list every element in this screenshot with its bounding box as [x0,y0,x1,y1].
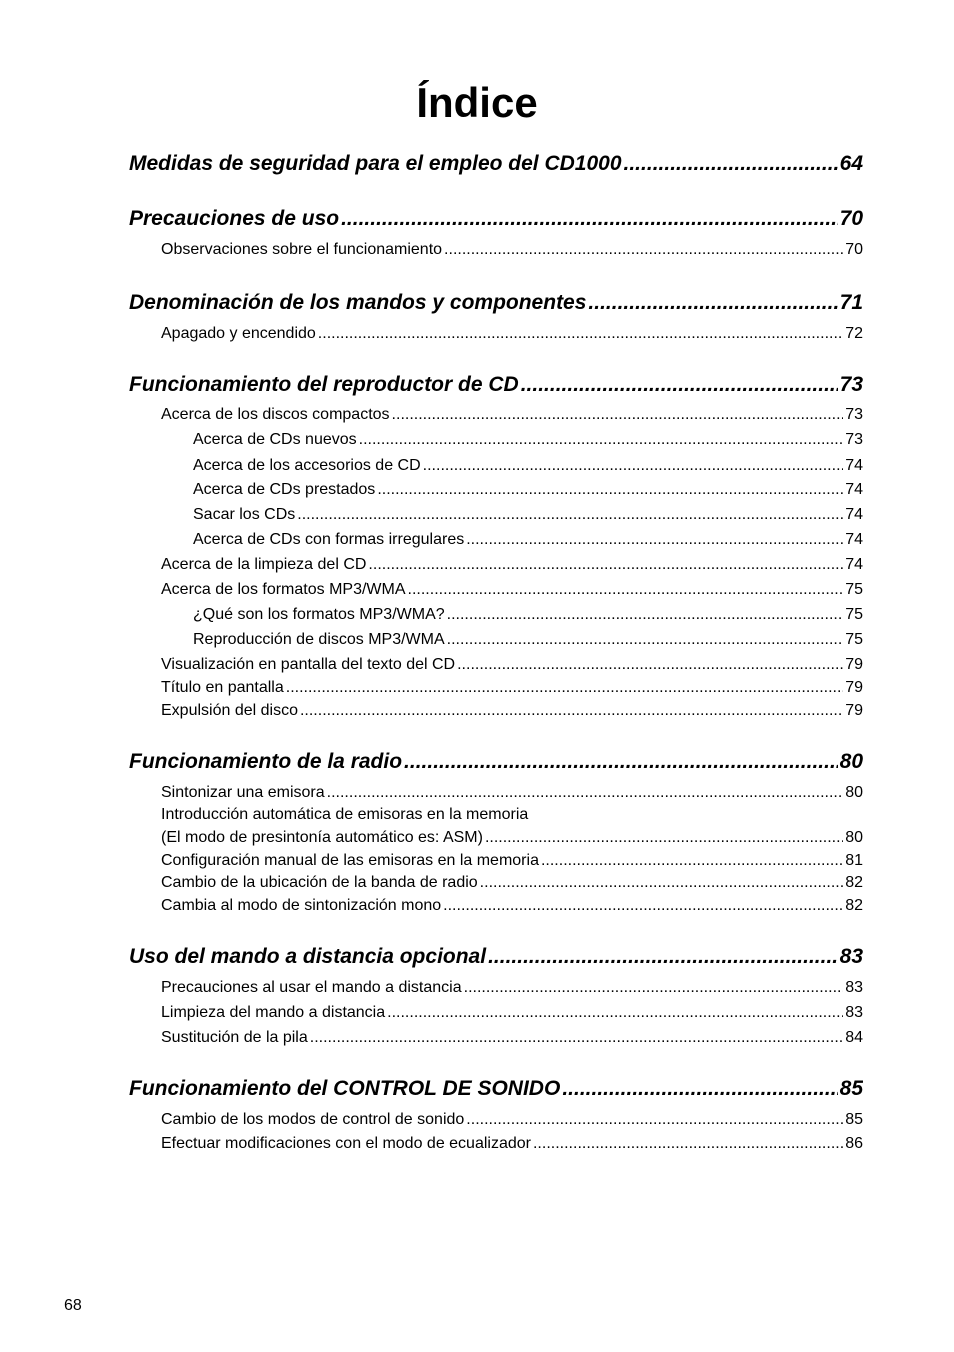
toc-dot-leader [447,605,844,625]
toc-subsection-entry[interactable] [161,1134,863,1154]
toc-entry-title: ¿Qué son los formatos MP3/WMA? [193,606,445,623]
toc-subsubsection-entry[interactable] [193,430,863,450]
page-title: Índice [416,79,538,126]
toc-dot-leader [464,978,844,998]
toc-subsection-entry[interactable] [161,324,863,344]
toc-subsection-entry[interactable] [161,896,863,916]
toc-entry-title: Cambia al modo de sintonización mono [161,897,442,914]
toc-section-entry[interactable] [129,944,863,970]
toc-entry-title: Denominación de los mandos y componentes [129,291,587,314]
toc-dot-leader [521,372,838,398]
toc-entry-page: 84 [845,1029,863,1046]
toc-entry-title: Sustitución de la pila [161,1029,308,1046]
toc-subsection-entry[interactable] [161,580,863,600]
toc-entry-page: 82 [845,897,863,914]
toc-subsection-entry[interactable] [161,405,863,425]
toc-entry-page: 83 [845,1004,863,1021]
toc-entry-title: Cambio de los modos de control de sonido [161,1111,465,1128]
toc-subsubsection-entry[interactable] [193,505,863,525]
toc-dot-leader [286,678,843,698]
toc-entry-page: 74 [845,506,863,523]
toc-dot-leader [377,480,843,500]
toc-entry-title: Precauciones de uso [129,207,340,230]
toc-entry-page: 85 [845,1111,863,1128]
toc-dot-leader [408,580,844,600]
toc-entry-title: Expulsión del disco [161,702,298,719]
toc-entry-page: 75 [845,581,863,598]
toc-subsubsection-entry[interactable] [193,605,863,625]
toc-entry-title: Efectuar modificaciones con el modo de ecualizador [161,1135,531,1152]
toc-dot-leader [485,828,843,848]
toc-entry-page: 74 [845,556,863,573]
toc-entry-title: Funcionamiento del reproductor de CD [129,373,519,396]
toc-dot-leader [300,701,843,721]
toc-entry-page: 80 [845,784,863,801]
toc-entry-page: 72 [845,325,863,342]
toc-entry-title: Funcionamiento de la radio [129,750,403,773]
toc-entry-page: 79 [845,679,863,696]
toc-dot-leader [541,851,843,871]
toc-entry-page: 70 [845,241,863,258]
toc-entry-title: Cambio de la ubicación de la banda de radio [161,874,478,891]
toc-entry-title: Medidas de seguridad para el empleo del CD1000 [129,152,622,175]
toc-entry-page: 83 [839,945,863,968]
toc-entry-title: Uso del mando a distancia opcional [129,945,487,968]
toc-entry-page: 80 [839,750,863,773]
toc-entry-title: Limpieza del mando a distancia [161,1004,386,1021]
toc-subsection-entry[interactable] [161,555,863,575]
toc-dot-leader [624,151,838,177]
toc-dot-leader [447,630,844,650]
toc-dot-leader [392,405,844,425]
toc-entry-page: 73 [839,373,863,396]
toc-entry-page: 74 [845,531,863,548]
toc-subsection-entry[interactable] [161,1003,863,1023]
toc-entry-title: Introducción automática de emisoras en la memoria [161,806,529,823]
toc-dot-leader [480,873,844,893]
toc-entry-title: Visualización en pantalla del texto del CD [161,656,456,673]
toc-subsection-entry[interactable] [161,783,863,803]
toc-subsection-entry[interactable] [161,851,863,871]
toc-entry-title: Configuración manual de las emisoras en la memoria [161,852,539,869]
toc-entry-title: Observaciones sobre el funcionamiento [161,241,443,258]
toc-entry-page: 82 [845,874,863,891]
toc-dot-leader [368,555,843,575]
toc-dot-leader [588,290,837,316]
toc-subsection-entry[interactable] [161,1110,863,1130]
toc-subsubsection-entry[interactable] [193,630,863,650]
toc-entry-title: Acerca de la limpieza del CD [161,556,367,573]
toc-dot-leader [562,1076,837,1102]
toc-dot-leader [444,240,843,260]
toc-dot-leader [423,456,844,476]
toc-entry-page: 70 [839,207,863,230]
toc-dot-leader [359,430,844,450]
toc-dot-leader [310,1028,843,1048]
toc-subsection-entry[interactable] [161,655,863,675]
toc-subsection-entry[interactable] [161,701,863,721]
toc-entry-title: Acerca de CDs nuevos [193,431,357,448]
toc-entry-page: 79 [845,702,863,719]
toc-section-entry[interactable] [129,1076,863,1102]
toc-entry-title: Precauciones al usar el mando a distancia [161,979,462,996]
toc-entry-title: Reproducción de discos MP3/WMA [193,631,445,648]
toc-entry-title: Acerca de los accesorios de CD [193,457,421,474]
toc-dot-leader [387,1003,843,1023]
toc-entry-page: 75 [845,606,863,623]
toc-entry-title: Funcionamiento del CONTROL DE SONIDO [129,1077,561,1100]
toc-entry-page: 79 [845,656,863,673]
toc-dot-leader [457,655,843,675]
toc-dot-leader [466,530,843,550]
toc-subsection-entry[interactable] [161,678,863,698]
toc-dot-leader [443,896,843,916]
toc-entry-page: 71 [839,291,863,314]
toc-entry-title: (El modo de presintonía automático es: ASM) [161,829,483,846]
page-number: 68 [64,1297,82,1314]
toc-subsubsection-entry[interactable] [193,530,863,550]
toc-subsection-entry[interactable] [161,978,863,998]
toc-entry-page: 74 [845,457,863,474]
toc-entry-page: 86 [845,1135,863,1152]
toc-section-entry[interactable] [129,749,863,775]
toc-entry-page: 74 [845,481,863,498]
toc-dot-leader [533,1134,843,1154]
toc-entry-title: Sacar los CDs [193,506,296,523]
toc-dot-leader [404,749,838,775]
toc-subsection-entry-line2[interactable] [161,828,863,848]
toc-entry-page: 80 [845,829,863,846]
toc-subsection-entry[interactable] [161,240,863,260]
toc-entry-title: Sintonizar una emisora [161,784,325,801]
toc-subsection-entry-line1[interactable] [161,805,863,825]
toc-entry-title: Acerca de los formatos MP3/WMA [161,581,406,598]
toc-entry-title: Acerca de CDs prestados [193,481,376,498]
toc-dot-leader [318,324,843,344]
toc-section-entry[interactable] [129,206,863,232]
toc-entry-page: 83 [845,979,863,996]
toc-entry-page: 85 [839,1077,863,1100]
toc-entry-title: Acerca de CDs con formas irregulares [193,531,465,548]
toc-entry-page: 73 [845,431,863,448]
toc-dot-leader [341,206,838,232]
toc-subsubsection-entry[interactable] [193,480,863,500]
toc-section-entry[interactable] [129,290,863,316]
toc-entry-title: Acerca de los discos compactos [161,406,390,423]
toc-entry-page: 81 [845,852,863,869]
toc-entry-page: 73 [845,406,863,423]
toc-subsection-entry[interactable] [161,873,863,893]
toc-subsubsection-entry[interactable] [193,456,863,476]
toc-dot-leader [488,944,838,970]
toc-entry-title: Apagado y encendido [161,325,316,342]
toc-dot-leader [327,783,844,803]
toc-dot-leader [466,1110,843,1130]
toc-entry-page: 75 [845,631,863,648]
toc-entry-page: 64 [839,152,863,175]
toc-dot-leader [297,505,843,525]
toc-subsection-entry[interactable] [161,1028,863,1048]
toc-entry-title: Título en pantalla [161,679,284,696]
toc-section-entry[interactable] [129,372,863,398]
toc-section-entry[interactable] [129,151,863,177]
